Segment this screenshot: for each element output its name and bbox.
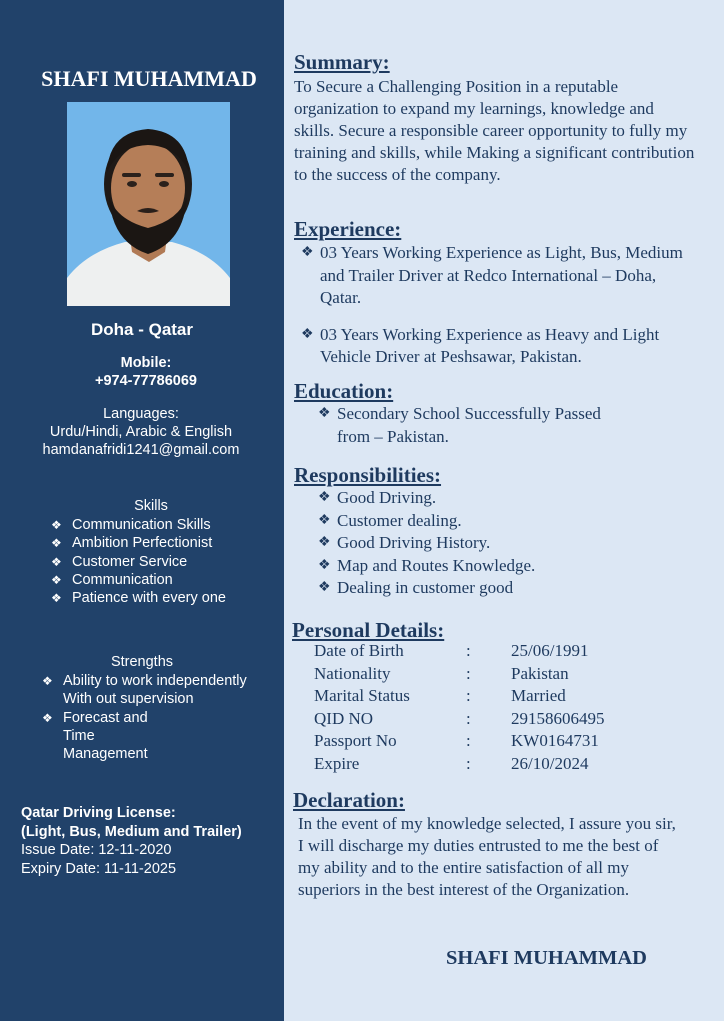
email-address: hamdanafridi1241@gmail.com	[42, 442, 240, 458]
detail-value: 25/06/1991	[511, 641, 589, 660]
education-heading: Education:	[294, 379, 394, 403]
responsibilities-heading: Responsibilities:	[294, 463, 442, 487]
profile-photo	[67, 102, 230, 306]
experience-heading: Experience:	[294, 217, 402, 241]
sidebar	[0, 0, 284, 1021]
list-item: ❖ Good Driving History.	[316, 532, 676, 555]
list-item: ❖ Map and Routes Knowledge.	[316, 555, 676, 578]
detail-value: Pakistan	[511, 663, 569, 683]
list-item: ❖ Ability to work independently With out supervision	[42, 672, 268, 709]
detail-label: Nationality	[314, 663, 391, 683]
detail-separator: :	[466, 708, 471, 728]
personal-details-heading: Personal Details:	[292, 618, 445, 642]
license-title: Qatar Driving License:	[21, 805, 176, 821]
responsibilities-list	[316, 487, 676, 600]
list-item: ❖ Patience with every one	[51, 589, 226, 607]
personal-details-table	[314, 640, 605, 776]
detail-row	[314, 640, 605, 663]
skills-list	[51, 516, 226, 607]
languages-value: Urdu/Hindi, Arabic & English	[49, 424, 233, 440]
detail-label: Date of Birth	[314, 641, 404, 660]
list-item: ❖ Dealing in customer good	[316, 577, 676, 600]
license-types: (Light, Bus, Medium and Trailer)	[21, 823, 242, 840]
profile-photo-image	[67, 102, 230, 306]
detail-separator: :	[466, 753, 471, 773]
detail-label: Expire	[314, 753, 360, 773]
detail-label: Marital Status	[314, 686, 410, 706]
driving-license	[21, 804, 242, 878]
detail-row	[314, 663, 605, 686]
list-item: ❖ Customer Service	[51, 553, 226, 571]
education-list	[316, 403, 638, 448]
declaration-text: In the event of my knowledge selected, I assure you sir, I will discharge my duties entrusted to me the best of my ability and to the entire satisfaction of all my superiors in the best interest of the Organization.	[298, 814, 676, 899]
detail-value: Married	[511, 686, 566, 706]
detail-separator: :	[466, 686, 471, 706]
list-item: ❖ Communication Skills	[51, 516, 226, 534]
detail-separator: :	[466, 731, 471, 751]
signature-name: SHAFI MUHAMMAD	[446, 947, 647, 969]
list-item: ❖ Ambition Perfectionist	[51, 534, 226, 552]
detail-separator: :	[466, 641, 471, 660]
detail-row	[314, 708, 605, 731]
list-item: ❖ Customer dealing.	[316, 510, 676, 533]
detail-value: KW0164731	[511, 731, 599, 751]
detail-row	[314, 685, 605, 708]
list-item: ❖ Forecast and Time Management	[42, 709, 183, 764]
list-item: ❖ Good Driving.	[316, 487, 676, 510]
list-item: ❖ Secondary School Successfully Passed from – Pakistan.	[316, 403, 638, 448]
declaration-heading: Declaration:	[293, 788, 405, 812]
location: Doha - Qatar	[90, 320, 194, 339]
list-item: ❖ 03 Years Working Experience as Heavy and Light Vehicle Driver at Peshsawar, Pakistan.	[299, 324, 684, 369]
detail-row	[314, 730, 605, 753]
detail-label: Passport No	[314, 731, 397, 751]
summary-heading: Summary:	[294, 50, 390, 74]
license-expiry-date: Expiry Date: 11-11-2025	[21, 860, 177, 877]
license-issue-date: Issue Date: 12-11-2020	[21, 842, 172, 858]
list-item: ❖ 03 Years Working Experience as Light, Bus, Medium and Trailer Driver at Redco International – Doha, Qatar.	[299, 242, 684, 310]
detail-separator: :	[466, 663, 471, 683]
skills-heading: Skills	[134, 498, 168, 514]
mobile-label: Mobile:	[120, 355, 172, 371]
list-item: ❖ Communication	[51, 571, 226, 589]
summary-text: To Secure a Challenging Position in a reputable organization to expand my learnings, knowledge and skills. Secure a responsible career opportunity to fully my training and skills, while Making a significant contribution to the success of the company.	[294, 77, 695, 184]
detail-value: 29158606495	[511, 708, 605, 728]
candidate-name: SHAFI MUHAMMAD	[41, 66, 257, 91]
detail-row	[314, 753, 605, 776]
strengths-heading: Strengths	[110, 654, 174, 670]
main-content	[284, 0, 724, 1021]
strengths-list	[42, 672, 268, 763]
mobile-number: +974-77786069	[94, 373, 197, 389]
detail-label: QID NO	[314, 708, 374, 728]
languages-label: Languages:	[103, 406, 179, 422]
experience-list	[299, 242, 684, 369]
detail-value: 26/10/2024	[511, 753, 589, 773]
